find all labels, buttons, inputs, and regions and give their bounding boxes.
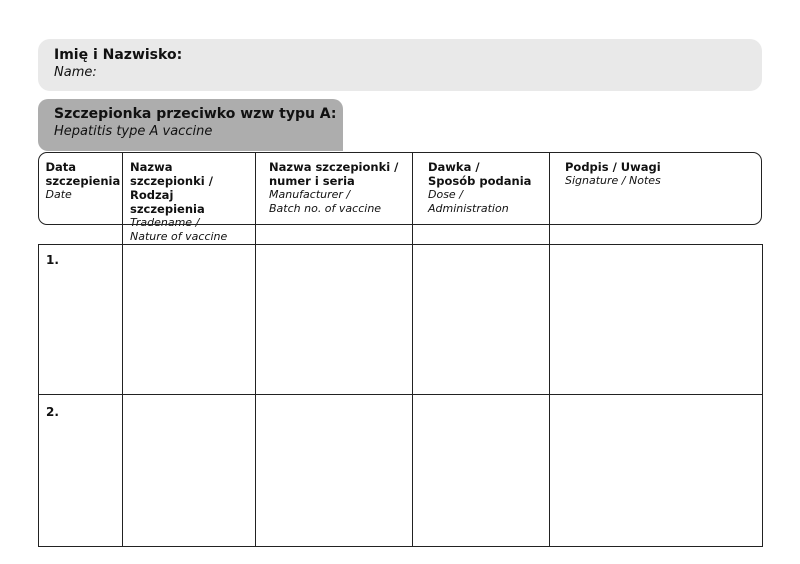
header-dose-pl-2: Sposób podania — [428, 174, 532, 188]
header-manufacturer-en-2: Batch no. of vaccine — [269, 202, 382, 215]
vaccine-title-tab — [38, 99, 343, 151]
name-field-box[interactable] — [38, 39, 762, 91]
header-tradename-en-1: Tradename / — [130, 216, 200, 229]
name-label-english: Name: — [54, 65, 97, 80]
header-dose — [413, 152, 550, 245]
row-2-signature-cell[interactable] — [550, 395, 763, 547]
header-tradename-pl-2: Rodzaj szczepienia — [130, 188, 205, 216]
header-tradename-en-2: Nature of vaccine — [130, 230, 228, 243]
header-tradename-pl-1: Nazwa szczepionki / — [130, 160, 213, 188]
row-1-signature-cell[interactable] — [550, 245, 763, 395]
header-signature — [550, 152, 763, 245]
header-manufacturer — [256, 152, 413, 245]
table-header-row — [39, 152, 763, 245]
table-row — [39, 395, 763, 547]
name-label-polish: Imię i Nazwisko: — [54, 47, 183, 63]
row-2-dose-cell[interactable] — [413, 395, 550, 547]
row-1-date-cell[interactable] — [39, 245, 123, 395]
header-manufacturer-pl-1: Nazwa szczepionki / — [269, 160, 399, 174]
vaccine-title-english: Hepatitis type A vaccine — [54, 124, 213, 139]
row-number: 2. — [46, 405, 59, 419]
row-2-manufacturer-cell[interactable] — [256, 395, 413, 547]
row-2-tradename-cell[interactable] — [123, 395, 256, 547]
header-tradename — [123, 152, 256, 245]
header-date — [39, 152, 123, 245]
header-date-pl-1: Data — [45, 160, 77, 174]
row-1-tradename-cell[interactable] — [123, 245, 256, 395]
row-number: 1. — [46, 253, 59, 267]
header-signature-pl-1: Podpis / Uwagi — [565, 160, 661, 174]
table-row — [39, 245, 763, 395]
vaccine-title-polish: Szczepionka przeciwko wzw typu A: — [54, 106, 337, 122]
row-1-manufacturer-cell[interactable] — [256, 245, 413, 395]
vaccination-record-table — [38, 152, 762, 526]
header-dose-en-1: Dose / Administration — [428, 188, 509, 215]
header-manufacturer-pl-2: numer i seria — [269, 174, 355, 188]
header-date-pl-2: szczepienia — [45, 174, 121, 188]
header-manufacturer-en-1: Manufacturer / — [269, 188, 351, 201]
header-date-en-1: Date — [45, 188, 72, 201]
header-signature-en-1: Signature / Notes — [565, 174, 661, 187]
header-dose-pl-1: Dawka / — [428, 160, 480, 174]
row-2-date-cell[interactable] — [39, 395, 123, 547]
row-1-dose-cell[interactable] — [413, 245, 550, 395]
